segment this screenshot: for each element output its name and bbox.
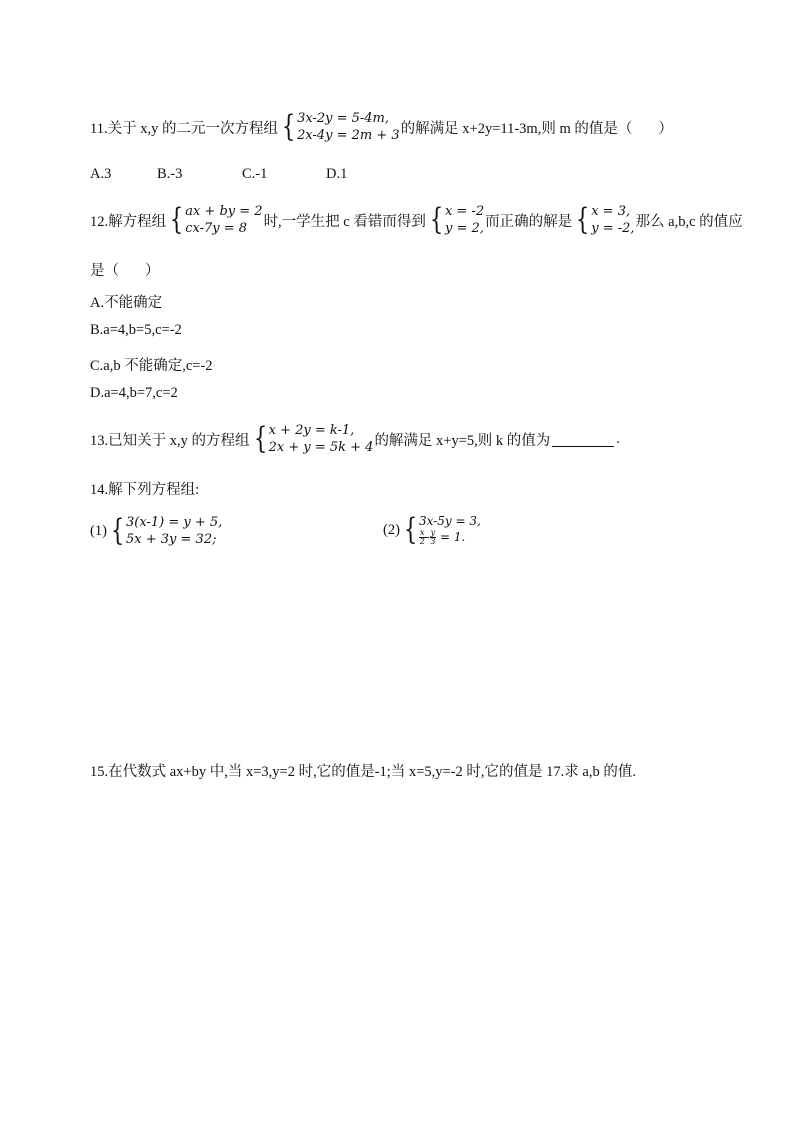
q12-line2-text: 是（	[90, 263, 119, 279]
q14-p2-system	[401, 514, 481, 546]
q14-p2-label: (2)	[383, 521, 400, 538]
question-15: 15.在代数式 ax+by 中,当 x=3,y=2 时,它的值是-1;当 x=5,y=-2 时,它的值是 17.求 a,b 的值.	[90, 764, 636, 780]
q11-option-b[interactable]: B.-3	[157, 166, 183, 182]
left-brace-icon: {	[575, 202, 590, 237]
frac-num-y: y	[430, 528, 436, 537]
q14-p1-label: (1)	[90, 522, 107, 539]
q14-p2-rhs: = 1.	[439, 530, 466, 544]
q12-system	[167, 203, 262, 237]
q12-option-b[interactable]: B.a=4,b=5,c=-2	[90, 322, 182, 338]
frac-den-2: 2	[419, 537, 425, 546]
q14-p1-eq1: 3(x-1) = y + 5,	[126, 515, 223, 530]
q12-suffix: 那么 a,b,c 的值应	[635, 213, 743, 230]
question-12	[90, 203, 743, 237]
left-brace-icon: {	[110, 513, 125, 548]
q11-options	[90, 166, 490, 186]
q14-p2-eq2	[419, 529, 481, 546]
q11-eq1: 3x-2y = 5-4m,	[297, 111, 389, 126]
left-brace-icon: {	[281, 109, 296, 144]
q11-option-d[interactable]: D.1	[326, 166, 348, 182]
q12-eq2: cx-7y = 8	[185, 221, 248, 236]
q12-mid2: 而正确的解是	[485, 213, 573, 230]
left-brace-icon: {	[253, 421, 267, 456]
q11-option-a[interactable]: A.3	[90, 166, 112, 182]
q12-right-solution	[573, 203, 634, 237]
q12-wrong-solution	[427, 203, 484, 237]
question-11	[90, 110, 673, 144]
q12-right-y: y = -2,	[591, 221, 635, 236]
q12-option-c[interactable]: C.a,b 不能确定,c=-2	[90, 358, 213, 374]
q11-prefix: 11.关于 x,y 的二元一次方程组	[90, 120, 278, 137]
q14-p2-eq1: 3x-5y = 3,	[419, 514, 481, 528]
q12-option-a[interactable]: A.不能确定	[90, 295, 163, 311]
q13-system	[251, 422, 374, 456]
q13-eq1: x + 2y = k-1,	[268, 423, 355, 438]
q13-eq2: 2x + y = 5k + 4	[268, 440, 374, 455]
left-brace-icon: {	[429, 202, 444, 237]
q14-p1-system	[108, 514, 222, 548]
q11-suffix: 的解满足 x+2y=11-3m,则 m 的值是（	[400, 120, 633, 137]
q13-prefix: 13.已知关于 x,y 的方程组	[90, 432, 250, 449]
frac-num-x: x	[420, 528, 425, 537]
q14-part2	[383, 514, 482, 546]
q12-prefix: 12.解方程组	[90, 213, 167, 230]
q12-wrong-x: x = -2	[444, 204, 485, 219]
q14-p1-eq2: 5x + 3y = 32;	[126, 532, 217, 547]
q12-wrong-y: y = 2,	[444, 221, 484, 236]
q11-system	[279, 110, 400, 144]
q12-line2	[90, 259, 160, 280]
q12-right-x: x = 3,	[591, 204, 631, 219]
q11-eq2: 2x-4y = 2m + 3	[297, 128, 400, 143]
left-brace-icon: {	[403, 512, 418, 547]
minus-sign: -	[425, 530, 430, 544]
q13-suffix: 的解满足 x+y=5,则 k 的值为	[374, 432, 551, 449]
q14-title: 14.解下列方程组:	[90, 482, 200, 498]
question-13	[90, 422, 620, 456]
q13-answer-blank[interactable]	[552, 432, 614, 447]
q13-end: .	[616, 430, 620, 447]
frac-den-3: 3	[430, 537, 436, 546]
q12-mid1: 时,一学生把 c 看错而得到	[263, 213, 426, 230]
q14-part1	[90, 514, 223, 548]
q12-eq1: ax + by = 2	[185, 204, 263, 219]
q12-close: ）	[145, 263, 160, 279]
q12-option-d[interactable]: D.a=4,b=7,c=2	[90, 385, 178, 401]
q11-option-c[interactable]: C.-1	[242, 166, 268, 182]
q11-close: ）	[658, 120, 673, 137]
left-brace-icon: {	[169, 202, 184, 237]
